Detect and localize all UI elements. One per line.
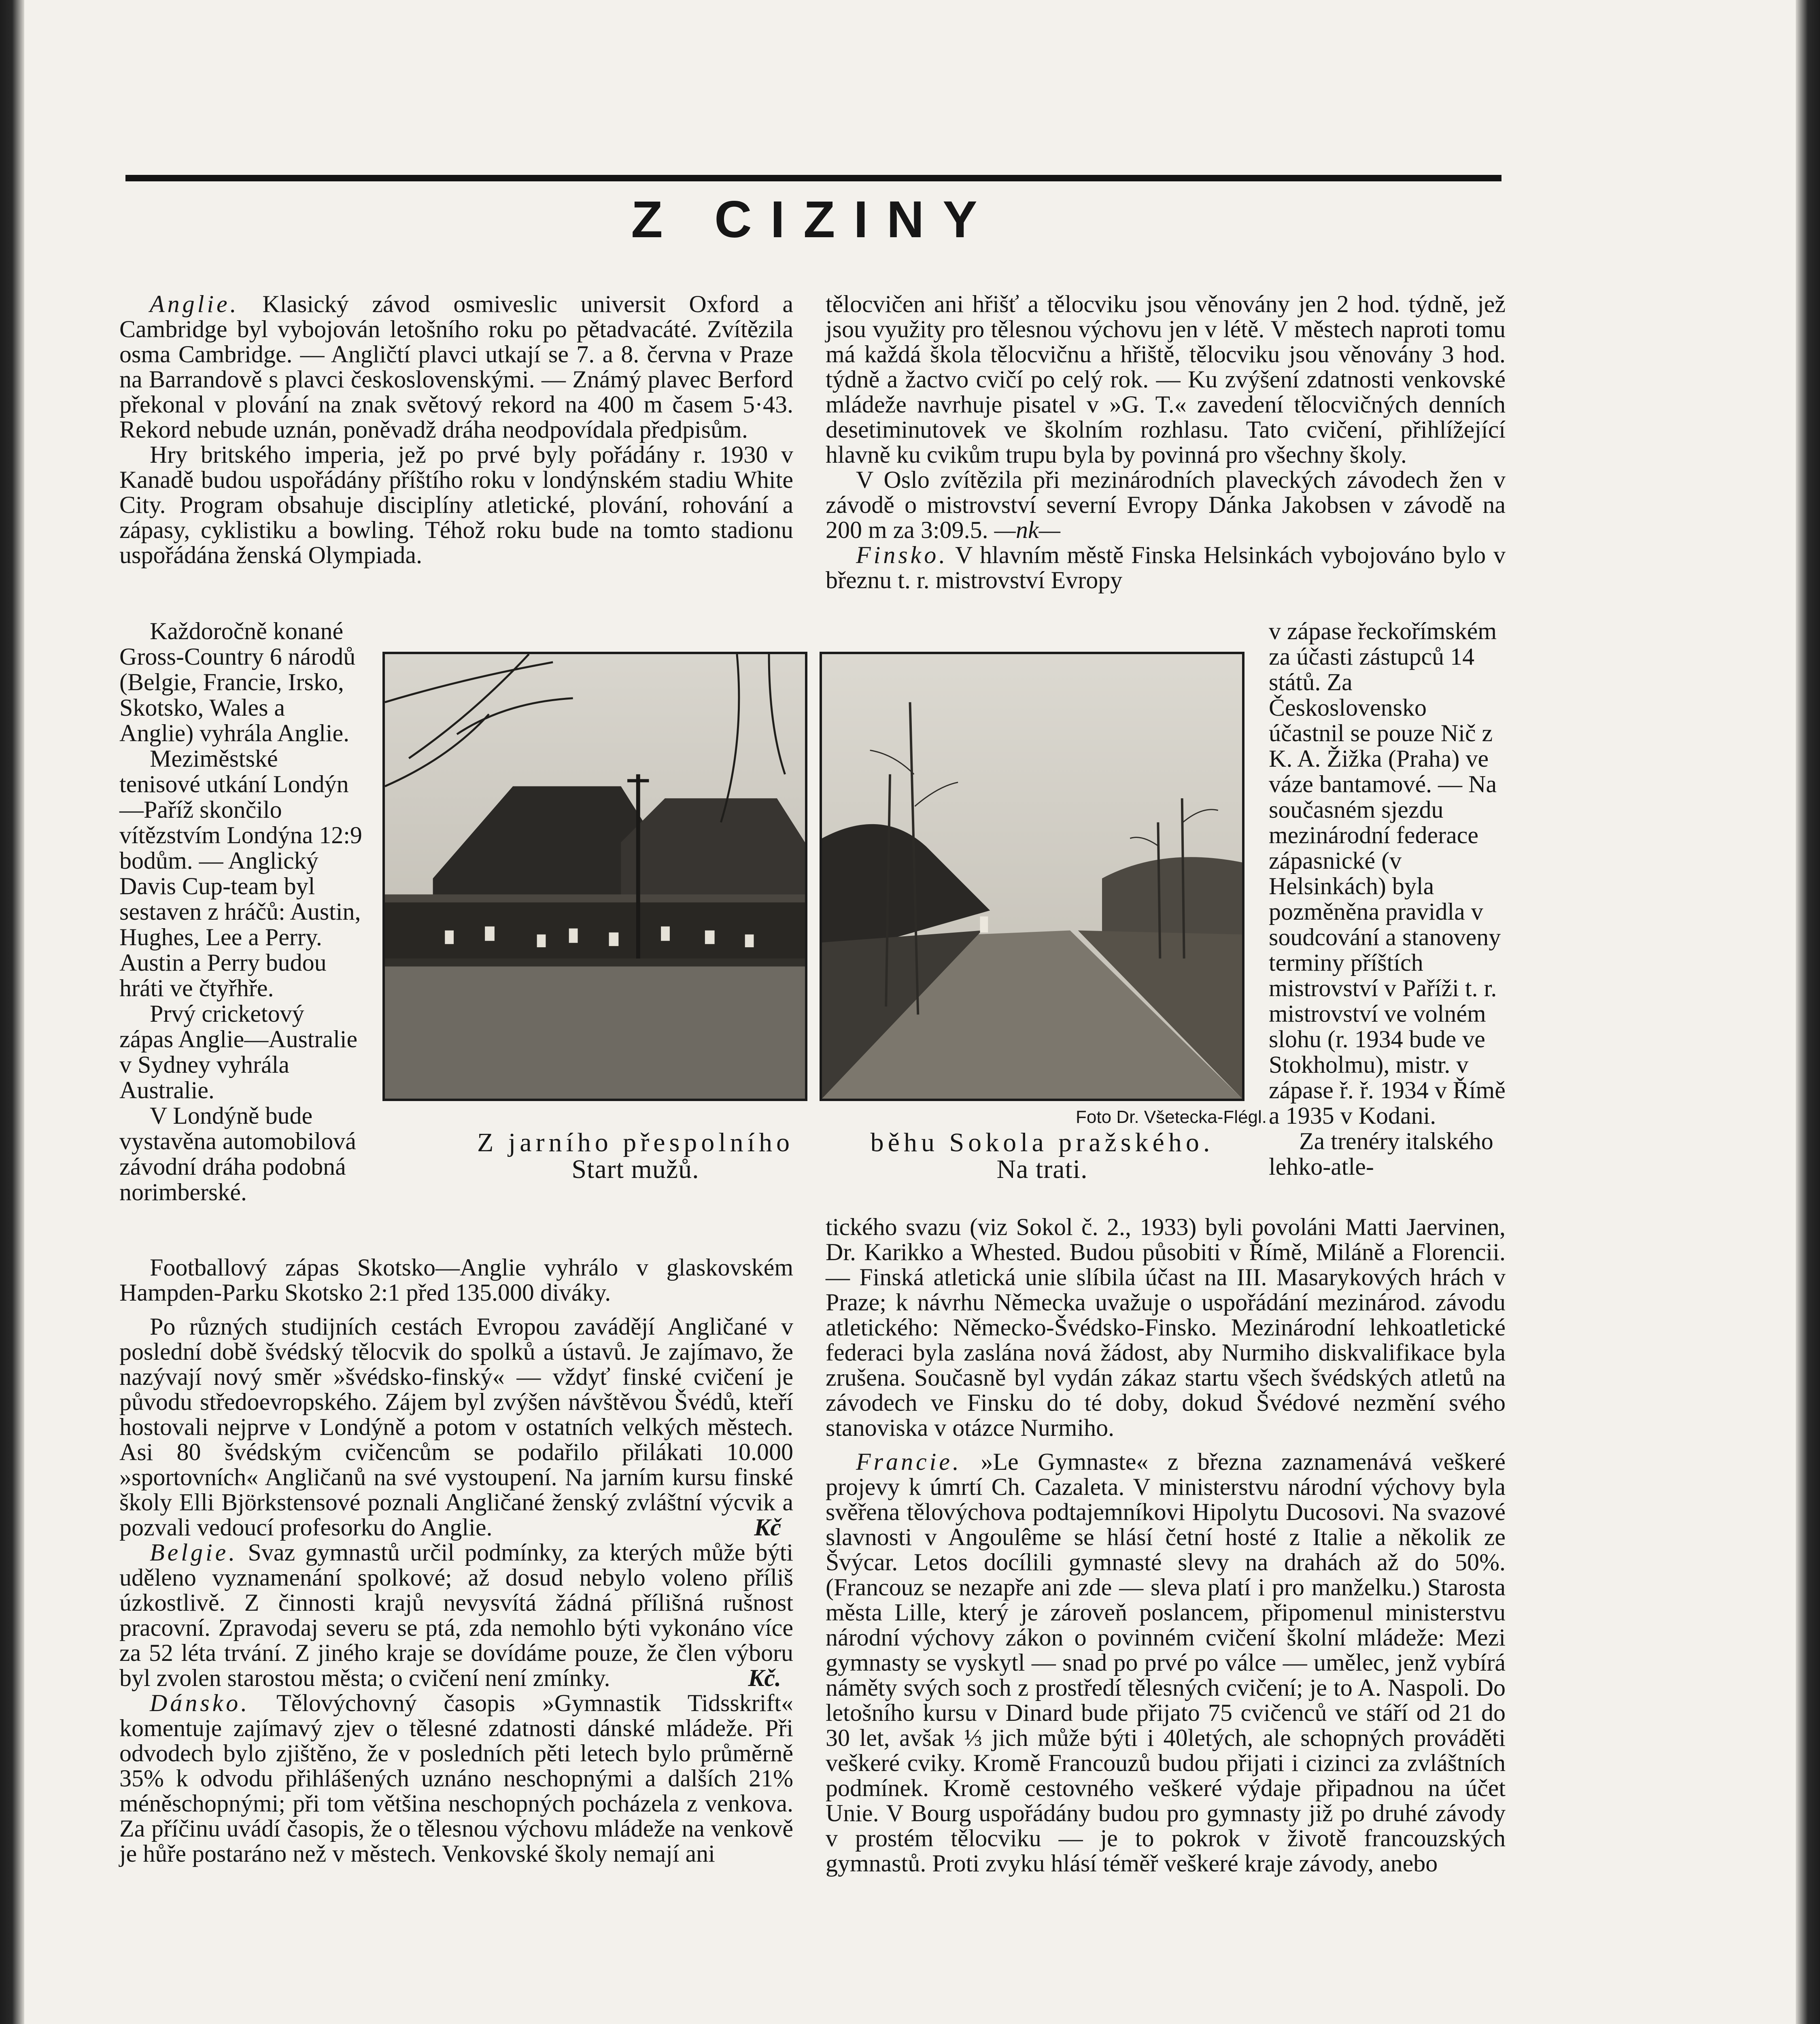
- lead-anglie: Anglie.: [150, 291, 239, 317]
- paragraph-dansko: [119, 1690, 793, 1866]
- lead-francie: Francie.: [856, 1448, 962, 1475]
- page-title: Z CIZINY: [631, 191, 996, 249]
- left-column-narrow: [119, 619, 362, 1205]
- paragraph-finsko: [826, 542, 1506, 593]
- paragraph-belgie: [119, 1540, 793, 1690]
- lead-finsko: Finsko.: [856, 542, 948, 568]
- photo-start: [382, 652, 807, 1101]
- paragraph-anglie-1: [119, 291, 793, 442]
- signature-nk: —nk—: [994, 517, 1060, 543]
- text-anglie-1: Klasický závod osmiveslic universit Oxford a Cambridge byl vybojován letošního roku po pětadvacáté. Zvítězila osma Cambridge. — Angličtí plavci utkají se 7. a 8. června v Praze na Barrandově s plavci československými. — Známý plavec Berford překonal v plování na znak světový rekord na 400 m časem 5·43. Rekord nebude uznán, poněvadž dráha neodpovídala předpisům.: [119, 291, 794, 443]
- text-francie: »Le Gymnaste« z března zaznamenává veškeré projevy k úmrtí Ch. Cazaleta. V ministerstvu národní výchovy byla svěřena tělovýchova podtajemníkovi Hipolytu Ducosovi. Na svazové slavnosti v Angoulême se hlásí četní hosté z Italie a několik ze Švýcar. Letos docílili gymnasté slevy na drahách až do 50%. (Francouz se nezapře ani zde — sleva platí i pro manželku.) Starosta města Lille, který je zároveň poslancem, připomenul ministerstvu národní výchovy zákon o povinném cvičení školní mládeže: Mezi gymnasty se vyskytl — snad po prvé po válce — umělec, jenž vybírá náměty svých soch z prostředí tělesných cvičení; je to A. Naspoli. Do letošního kursu v Dinard bude přijato 75 cvičenců ve stáří od 21 do 30 let, avšak ⅓ jich může býti i 40letých, ale schopných prováděti veškeré cviky. Kromě Francouzů budou přijati i cizinci za zvláštních podmínek. Kromě cestovného veškeré výdaje připadnou na účet Unie. V Bourg uspořádány budou pro gymnasty již po druhé závody v prostém tělocviku — je to pokrok v životě francouzských gymnastů. Proti zvyku hlásí téměř veškeré kraje závody, anebo: [826, 1448, 1506, 1877]
- paragraph-anglie-2: Hry britského imperia, jež po prvé byly pořádány r. 1930 v Kanadě budou uspořádány příštího roku v londýnském stadiu White City. Program obsahuje disciplíny atletické, plování, rohování a zápasy, cyklistiku a bowling. Téhož roku bude na tomto stadionu uspořádána ženská Olympiada.: [119, 441, 793, 568]
- photo-trat: [820, 652, 1244, 1101]
- caption-right-sub: Na trati.: [996, 1154, 1088, 1184]
- header-rule: [125, 175, 1501, 181]
- lead-dansko: Dánsko.: [150, 1690, 250, 1716]
- scan-edge-left: [0, 0, 24, 2024]
- paragraph-finsko-cont: tického svazu (viz Sokol č. 2., 1933) byli povoláni Matti Jaervinen, Dr. Karikko a Whested. Budou působiti v Římě, Miláně a Florencii. — Finská atletická unie slíbila účast na III. Masarykových hrách v Praze; k návrhu Německa uvažuje o uspořádání mezinárod. závodu atletického: Německo-Švédsko-Finsko. Mezinárodní lehkoatletické federaci byla zaslána nová žádost, aby Nurmiho diskvalifikace byla zrušena. Současně byl vydán zákaz startu všech švédských atletů na závodech ve Finsku do té doby, dokud Švédové nezmění svého stanoviska v otázce Nurmiho.: [826, 1214, 1506, 1441]
- text-belgie: Svaz gymnastů určil podmínky, za kterých může býti uděleno vyznamenání spolkové; až dosud nebylo voleno příliš úzkostlivě. Z činnosti krajů nevysvítá žádná přílišná rušnost pracovní. Zpravodaj severu se ptá, zda nemohlo býti vykonáno více za 52 léta trvání. Z jiného kraje se dovídáme pouze, že člen výboru byl zvolen starostou města; o cvičení není zmínky.: [119, 1539, 794, 1691]
- caption-right-text: běhu Sokola pražského.: [870, 1128, 1214, 1157]
- paragraph-finsko-zapas: v zápase řeckořímském za účasti zástupců 14 států. Za Československo účastnil se pouze Nič z K. A. Žižka (Praha) ve váze bantamové. — Na současném sjezdu mezinárodní federace zápasnické (v Helsinkách) byla pozměněna pravidla v soudcování a stanoveny terminy příštích mistrovství v Paříži t. r. mistrovství ve volném slohu (r. 1934 bude ve Stokholmu), mistr. v zápase ř. ř. 1934 v Římě a 1935 v Kodani.: [1269, 618, 1506, 1129]
- signature-kc-2: Kč.: [748, 1665, 781, 1691]
- paragraph-svedsky-telocvik: [119, 1314, 793, 1540]
- paragraph-tenis: Meziměstské tenisové utkání Londýn—Paříž skončilo vítězstvím Londýna 12:9 bodům. — Anglický Davis Cup-team byl sestaven z hráčů: Austin, Hughes, Lee a Perry. Austin a Perry budou hráti ve čtyřhře.: [119, 745, 362, 1001]
- signature-kc-1: Kč: [754, 1514, 781, 1541]
- paragraph-gross-country: Každoročně konané Gross-Country 6 národů (Belgie, Francie, Irsko, Skotsko, Wales a Anglie) vyhrála Anglie.: [119, 618, 356, 746]
- caption-left: [429, 1129, 842, 1183]
- caption-right: [809, 1129, 1275, 1183]
- caption-left-text: Z jarního přespolního: [477, 1128, 794, 1157]
- text-oslo: V Oslo zvítězila při mezinárodních plaveckých závodech žen v závodě o mistrovství severní Evropy Dánka Jakobsen v závodě na 200 m za 3:09.5.: [826, 466, 1506, 543]
- scan-edge-right: [1796, 0, 1820, 2024]
- text-svedsky-telocvik: Po různých studijních cestách Evropou zavádějí Angličané v poslední době švédský tělocvik do spolků a ústavů. Je zajímavo, že nazývají nový směr »švédsko-finský« — vždyť finské cvičení je původu středoevropského. Zájem byl zvýšen návštěvou Švédů, kteří hostovali nejprve v Londýně a potom v ostatních velkých městech. Asi 80 švédským cvičencům se podařilo přilákati 10.000 »sportovních« Angličanů na své vystoupení. Na jarním kursu finské školy Elli Björkstensové poznali Angličané ženský zvláštní výcvik a pozvali vedoucí profesorku do Anglie.: [119, 1313, 793, 1541]
- paragraph-football: Footballový zápas Skotsko—Anglie vyhrálo v glaskovském Hampden-Parku Skotsko 2:1 před 135.000 diváky.: [119, 1254, 793, 1306]
- photo-credit: Foto Dr. Všetecka-Flégl.: [1076, 1107, 1267, 1127]
- left-column-top: [119, 291, 793, 568]
- text-finsko: V hlavním městě Finska Helsinkách vybojováno bylo v březnu t. r. mistrovství Evropy: [826, 542, 1506, 593]
- photo-start-image: [385, 654, 805, 1099]
- paragraph-oslo: [826, 467, 1506, 542]
- paragraph-dansko-cont: tělocvičen ani hřišť a tělocviku jsou věnovány jen 2 hod. týdně, jež jsou využity pro tělesnou výchovu jen v létě. V městech naproti tomu má každá škola tělocvičnu a hřiště, tělocviku jsou věnovány 3 hod. týdně a žactvo cvičí po celý rok. — Ku zvýšení zdatnosti venkovské mládeže navrhuje pisatel v »G. T.« zavedení tělocvičných denních desetiminutovek ve školním rozhlasu. Tato cvičení, přihlížející hlavně ku cvikům trupu byla by povinná pro všechny školy.: [826, 291, 1506, 468]
- paragraph-francie: [826, 1449, 1506, 1876]
- caption-left-sub: Start mužů.: [571, 1154, 699, 1184]
- right-column-bottom: [826, 1214, 1506, 1876]
- paragraph-treneri: Za trenéry italského lehko-atle-: [1269, 1128, 1493, 1180]
- lead-belgie: Belgie.: [150, 1539, 238, 1566]
- paragraph-cricket: Prvý cricketový zápas Anglie—Australie v Sydney vyhrála Australie.: [119, 1000, 358, 1103]
- text-dansko: Tělovýchovný časopis »Gymnastik Tidsskrift« komentuje zajímavý zjev o tělesné zdatnosti dánské mládeže. Při odvodech bylo zjištěno, že v posledních pěti letech bylo průměrně 35% k odvodu přihlášených uznáno neschopnými a dalších 21% méněschopnými; při tom většina neschopných pocházela z venkova. Za příčinu uvádí časopis, že o tělesnou výchovu mládeže na venkově je hůře postaráno než v městech. Venkovské školy nemají ani: [119, 1690, 793, 1867]
- photo-block: [382, 646, 1247, 1105]
- photo-trat-image: [822, 654, 1242, 1099]
- right-column-top: [826, 291, 1506, 593]
- right-column-narrow: [1269, 619, 1508, 1180]
- paragraph-automobil: V Londýně bude vystavěna automobilová závodní dráha podobná norimberské.: [119, 1102, 356, 1205]
- left-column-bottom: [119, 1255, 793, 1866]
